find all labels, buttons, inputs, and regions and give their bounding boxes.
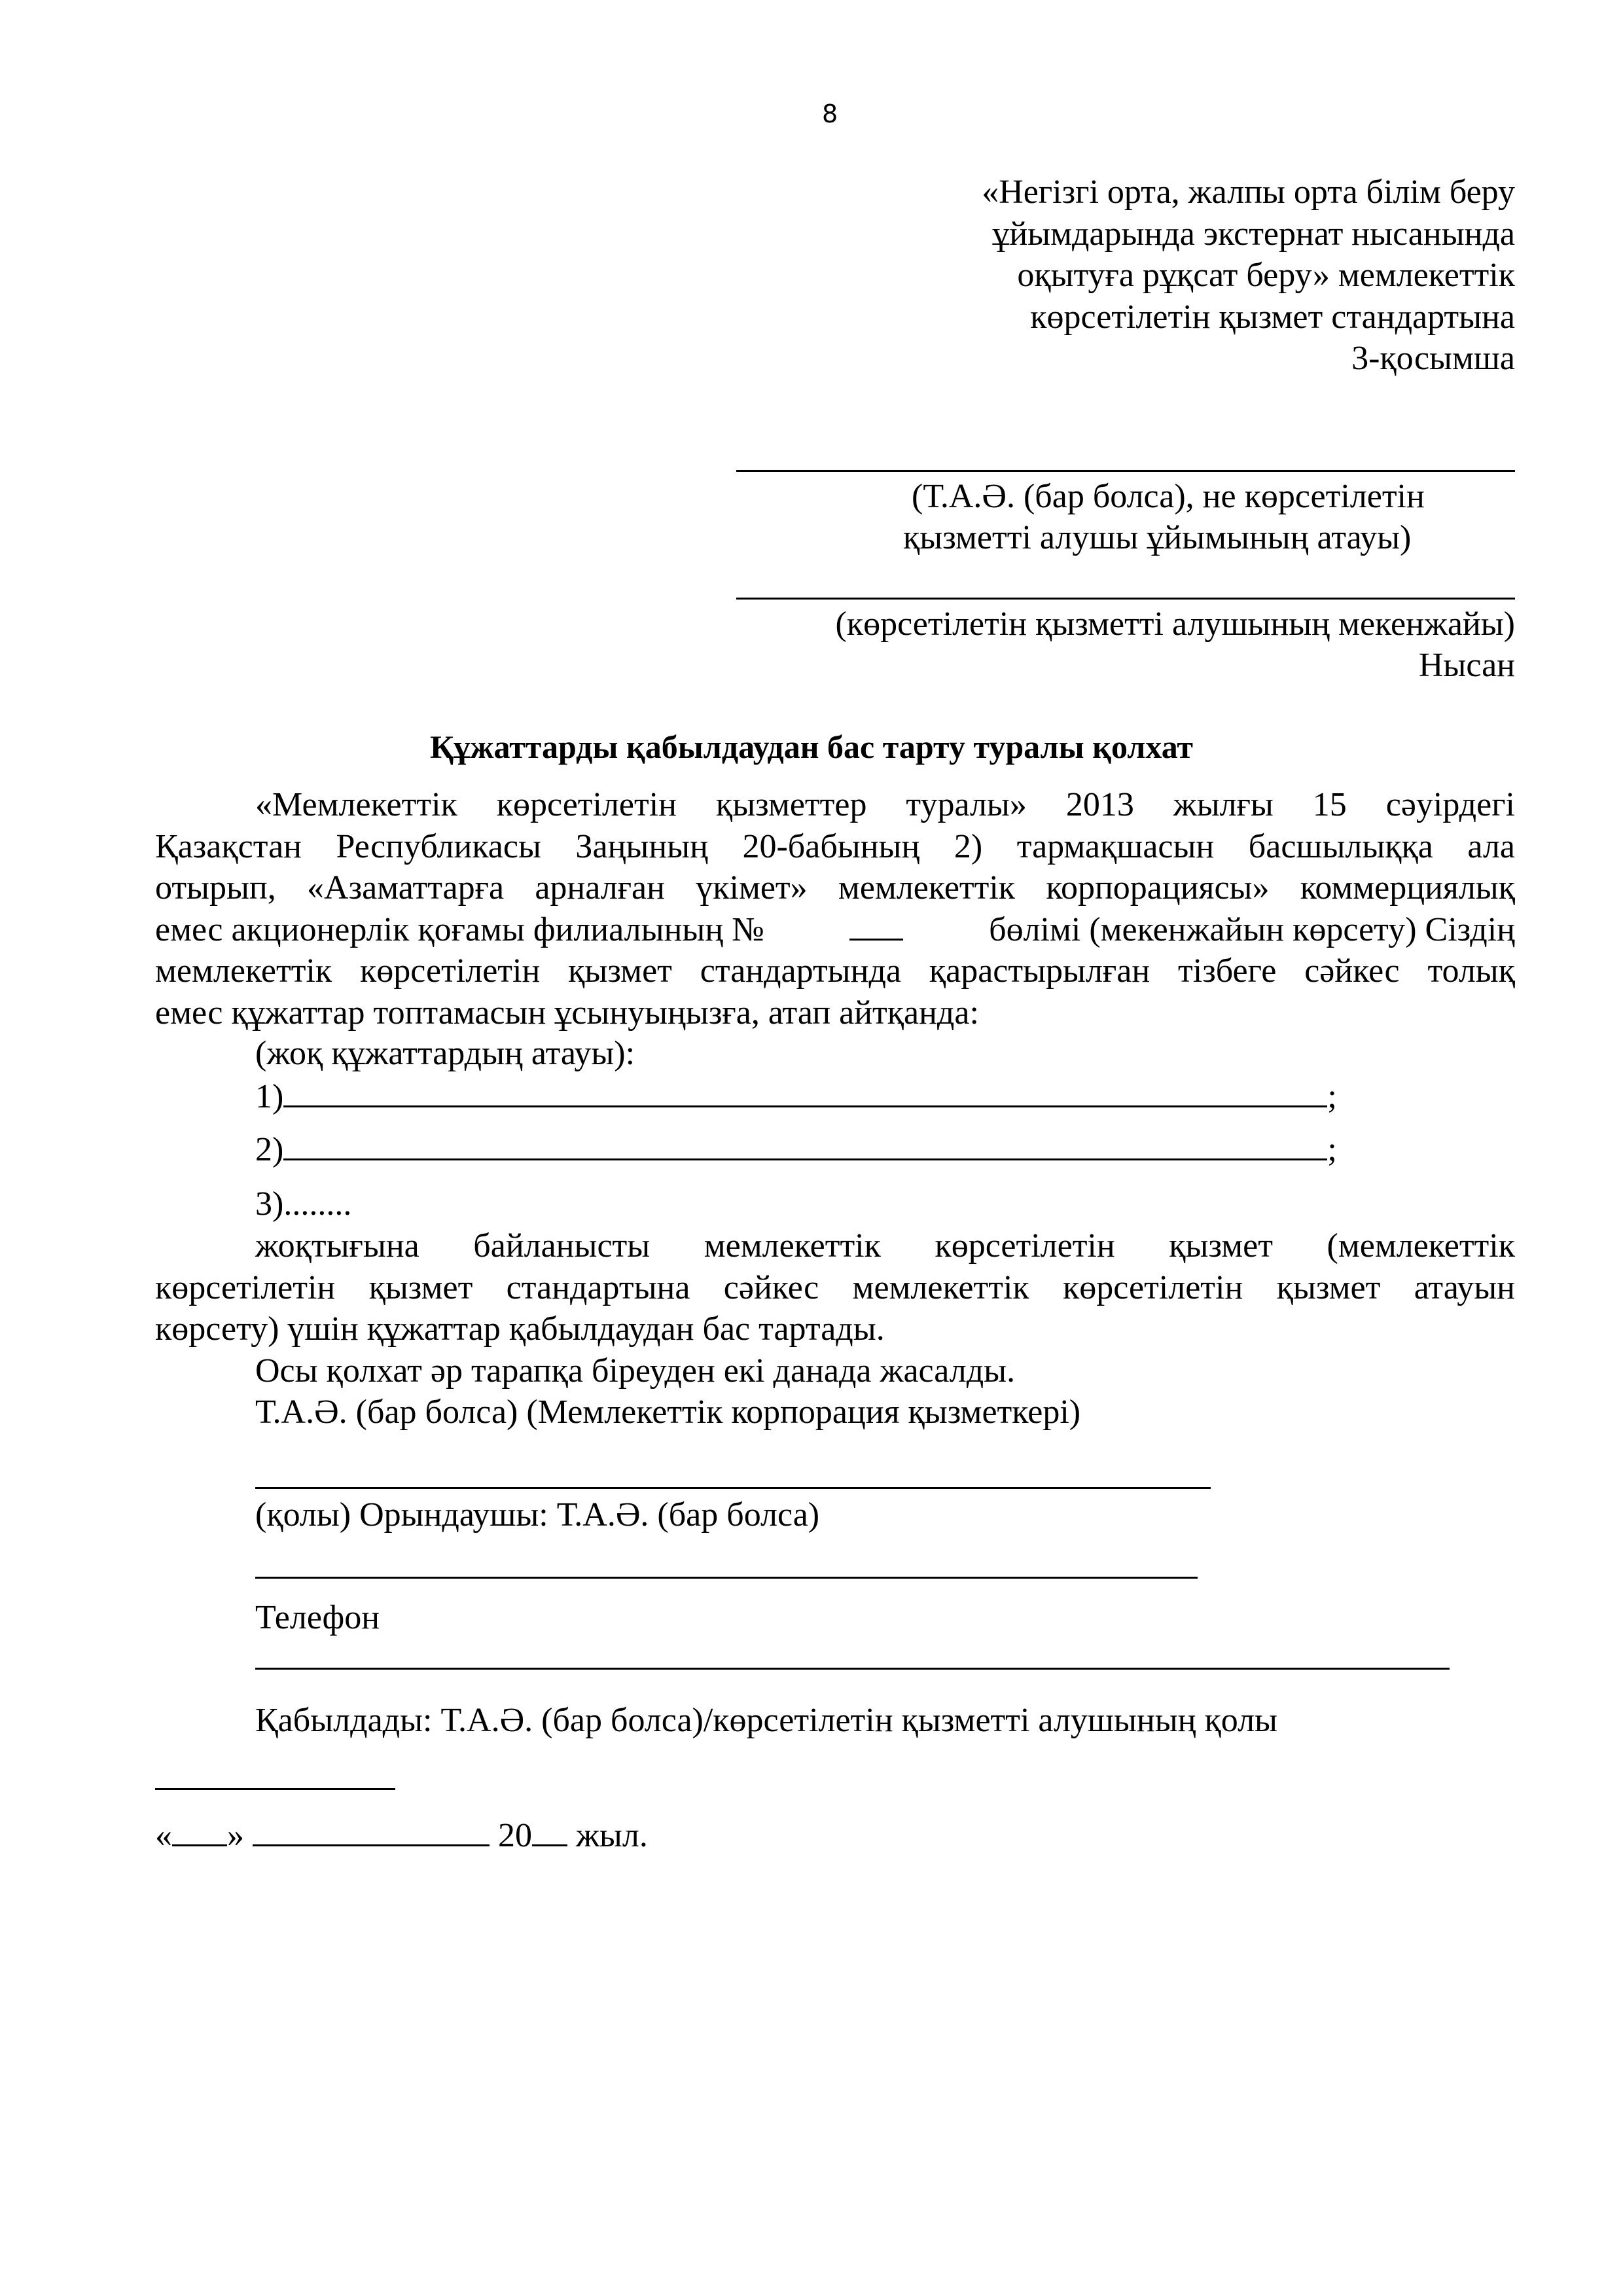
paragraph-line: емес құжаттар топтамасын ұсынуыңызға, атап айтқанда: bbox=[155, 994, 979, 1031]
paragraph-line bbox=[155, 909, 1515, 951]
paragraph-line: көрсету) үшін құжаттар қабылдаудан бас тартады. bbox=[155, 1310, 885, 1348]
paragraph-line: жоқтығына байланысты мемлекеттік көрсетілетін қызмет (мемлекеттік bbox=[255, 1227, 1515, 1265]
recipient-name-caption: қызметті алушы ұйымының атауы) bbox=[903, 519, 1412, 556]
year-suffix: жыл. bbox=[576, 1817, 648, 1854]
branch-number-field[interactable] bbox=[849, 910, 903, 941]
day-field[interactable] bbox=[172, 1818, 227, 1846]
form-label: Нысан bbox=[1418, 647, 1515, 684]
recipient-name-caption: (Т.А.Ә. (бар болса), не көрсетілетін bbox=[912, 478, 1425, 515]
month-field[interactable] bbox=[253, 1818, 490, 1846]
paragraph-refusal bbox=[155, 1225, 1515, 1350]
recipient-address-caption: (көрсетілетін қызметті алушының мекенжайы) bbox=[835, 605, 1515, 643]
paragraph-intro bbox=[155, 784, 1515, 1033]
copies-note: Осы қолхат әр тарапқа біреуден екі данада жасалды. bbox=[255, 1352, 1016, 1390]
paragraph-line: көрсетілетін қызмет стандартына сәйкес мемлекеттік көрсетілетін қызмет атауын bbox=[155, 1268, 1515, 1306]
paragraph-line: «Мемлекеттік көрсетілетін қызметтер туралы» 2013 жылғы 15 сәуірдегі bbox=[255, 786, 1515, 823]
header-line: көрсетілетін қызмет стандартына bbox=[1030, 298, 1515, 336]
paragraph-line: Қазақстан Республикасы Заңының 20-бабының 2) тармақшасын басшылыққа ала bbox=[155, 827, 1515, 865]
date-line bbox=[155, 1815, 648, 1856]
header-line: 3-қосымша bbox=[1351, 340, 1515, 377]
recipient-name-field[interactable] bbox=[736, 470, 1515, 472]
employee-signature-field[interactable] bbox=[255, 1487, 1211, 1489]
received-label: Қабылдады: Т.А.Ә. (бар болса)/көрсетілетін қызметті алушының қолы bbox=[255, 1702, 1277, 1739]
missing-doc-item-2 bbox=[255, 1129, 1337, 1170]
page-number: 8 bbox=[822, 99, 838, 128]
executor-label: (қолы) Орындаушы: Т.А.Ә. (бар болса) bbox=[255, 1496, 820, 1534]
list-number: 1) bbox=[255, 1078, 284, 1115]
date-close-quote: » bbox=[227, 1817, 244, 1854]
document-title: Құжаттарды қабылдаудан бас тарту туралы қолхат bbox=[430, 728, 1193, 765]
missing-docs-label: (жоқ құжаттардың атауы): bbox=[255, 1035, 635, 1072]
header-line: «Негізгі орта, жалпы орта білім беру bbox=[982, 173, 1515, 211]
recipient-signature-field[interactable] bbox=[155, 1788, 395, 1790]
executor-name-field[interactable] bbox=[255, 1577, 1198, 1579]
appendix-header bbox=[730, 171, 1515, 380]
branch-text-cont: бөлімі (мекенжайын көрсету) Сіздің bbox=[989, 910, 1515, 948]
paragraph-line: отырып, «Азаматтарға арналған үкімет» мемлекеттік корпорациясы» коммерциялық bbox=[155, 869, 1515, 906]
list-number: 2) bbox=[255, 1131, 284, 1168]
date-open-quote: « bbox=[155, 1817, 172, 1854]
list-number: 3)........ bbox=[255, 1185, 352, 1223]
year-field[interactable] bbox=[532, 1818, 567, 1846]
list-terminator: ; bbox=[1327, 1131, 1337, 1168]
phone-label: Телефон bbox=[255, 1599, 380, 1636]
header-line: ұйымдарында экстернат нысанында bbox=[992, 215, 1515, 253]
branch-text: емес акционерлік қоғамы филиалының № bbox=[155, 910, 764, 948]
missing-doc-2-field[interactable] bbox=[283, 1132, 1327, 1160]
phone-field[interactable] bbox=[255, 1668, 1450, 1670]
list-terminator: ; bbox=[1327, 1078, 1337, 1115]
recipient-address-field[interactable] bbox=[736, 598, 1515, 600]
missing-doc-1-field[interactable] bbox=[283, 1079, 1327, 1107]
employee-label: Т.А.Ә. (бар болса) (Мемлекеттік корпорация қызметкері) bbox=[255, 1393, 1081, 1431]
missing-doc-item-1 bbox=[255, 1076, 1337, 1117]
century-text: 20 bbox=[498, 1817, 532, 1854]
paragraph-line: мемлекеттік көрсетілетін қызмет стандартында қарастырылған тізбеге сәйкес толық bbox=[155, 952, 1515, 990]
missing-doc-item-3 bbox=[255, 1183, 351, 1225]
header-line: оқытуға рұқсат беру» мемлекеттік bbox=[1017, 257, 1515, 294]
